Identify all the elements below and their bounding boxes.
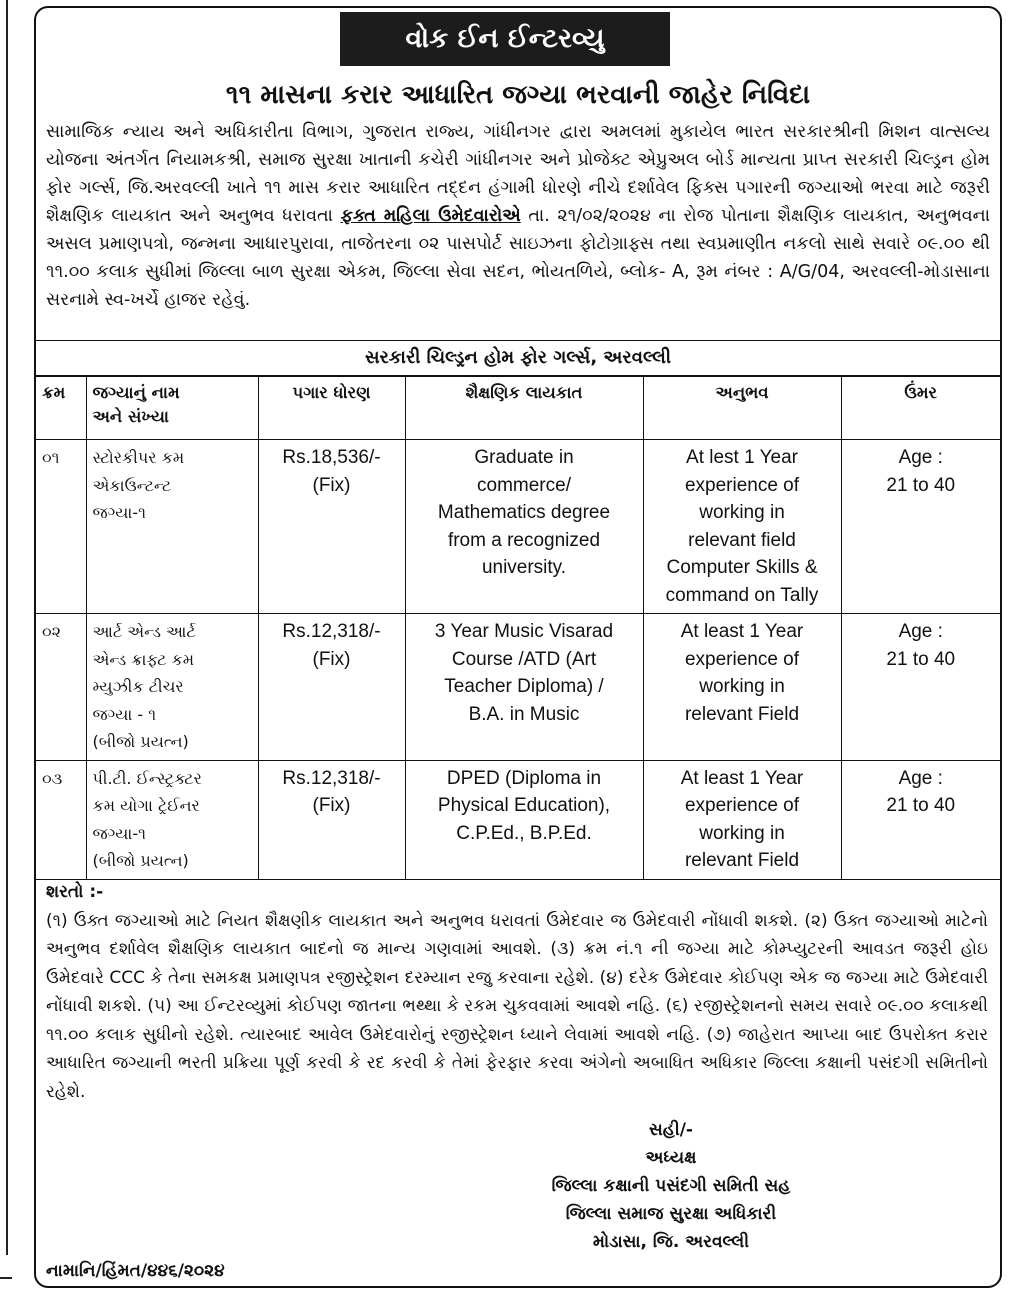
experience-cell-line: experience of <box>684 795 800 816</box>
post-cell-line: (બીજો પ્રયત્ન) <box>92 851 189 870</box>
experience-cell-line: At least 1 Year <box>680 621 804 642</box>
post-cell-line: મ્યુઝીક ટીચર <box>92 677 184 696</box>
header-qualification: શૈક્ષણિક લાયકાત <box>405 377 643 440</box>
intro-text-after: તા. ૨૧/૦૨/૨૦૨૪ ના રોજ પોતાના શૈક્ષણિક લાયકાત, અનુભવના અસલ પ્રમાણપત્રો, જન્મના આધારપુરાવા, તાજેતરના ૦૨ પાસપોર્ટ સાઇઝના ફોટોગ્રાફ્સ તથા સ્વપ્રમાણીત નકલો સાથે સવારે ૦૯.૦૦ થી ૧૧.૦૦ કલાક સુધીમાં જિલ્લા બાળ સુરક્ષા એકમ, જિલ્લા સેવા સદન, ભોયતળિયે, બ્લોક- A, રૂમ નંબર : A/G/04, અરવલ્લી-મોડાસાના સરનામે સ્વ-ખર્ચે હાજર રહેવું. <box>46 206 990 310</box>
signature-line-3: જિલ્લા કક્ષાની પસંદગી સમિતી સહ <box>551 1176 791 1196</box>
notice-title: ૧૧ માસના કરાર આધારિત જગ્યા ભરવાની જાહેર નિવિદા <box>225 80 811 110</box>
serial-cell: ૦૧ <box>36 440 86 614</box>
post-cell <box>86 440 258 614</box>
terms-section <box>46 878 988 1106</box>
experience-cell <box>643 760 841 879</box>
post-cell-line: એકાઉન્ટન્ટ <box>92 475 172 495</box>
serial-cell: ૦૩ <box>36 760 86 879</box>
experience-cell-line: working in <box>699 822 785 844</box>
post-cell <box>86 760 258 879</box>
header-serial: ક્રમ <box>36 377 86 440</box>
post-cell-line: કમ યોગા ટ્રેઈનર <box>92 796 200 815</box>
qualification-cell-line: Mathematics degree <box>437 502 611 523</box>
post-cell-line: એન્ડ ક્રાફ્ટ કમ <box>92 649 195 669</box>
post-cell-line: જગ્યા - ૧ <box>92 704 157 724</box>
age-cell-line: 21 to 40 <box>886 795 956 816</box>
salary-cell <box>258 614 405 761</box>
experience-cell <box>643 440 841 614</box>
signature-line-5: મોડાસા, જિ. અરવલ્લી <box>592 1232 750 1252</box>
reference-number: નામાનિ/હિંમત/૪૪૬/૨૦૨૪ <box>46 1261 225 1281</box>
header-experience: અનુભવ <box>643 377 841 440</box>
qualification-cell-line: B.A. in Music <box>468 703 580 725</box>
experience-cell-line: Computer Skills & <box>666 557 818 578</box>
age-cell-line: 21 to 40 <box>886 648 956 670</box>
experience-cell-line: relevant Field <box>684 703 800 725</box>
experience-cell-line: experience of <box>684 474 800 496</box>
salary-cell-line: (Fix) <box>312 795 351 816</box>
serial-cell: ૦૨ <box>36 614 86 761</box>
qualification-cell-line: university. <box>481 557 567 578</box>
header-post-line1: જગ્યાનું નામ <box>92 383 180 402</box>
qualification-cell-line: Teacher Diploma) / <box>444 676 604 697</box>
table-header-row <box>36 377 1000 440</box>
intro-paragraph <box>46 118 990 314</box>
qualification-cell-line: from a recognized <box>447 529 601 551</box>
experience-cell-line: relevant field <box>688 529 796 551</box>
age-cell-line: Age : <box>898 447 943 468</box>
experience-cell-line: working in <box>699 502 785 523</box>
table-row <box>36 440 1000 614</box>
header-age: ઉંમર <box>841 377 1000 440</box>
experience-cell-line: command on Tally <box>665 584 819 606</box>
age-cell-line: Age : <box>898 767 943 789</box>
signature-line-1: સહી/- <box>649 1120 693 1140</box>
qualification-cell-line: Graduate in <box>474 447 574 468</box>
salary-cell-line: (Fix) <box>312 474 351 496</box>
terms-heading: શરતો :- <box>46 882 104 902</box>
table-row <box>36 614 1000 761</box>
post-cell <box>86 614 258 761</box>
advertisement-frame <box>34 6 1002 1288</box>
qualification-cell <box>405 440 643 614</box>
post-cell-line: જગ્યા-૧ <box>92 503 146 522</box>
posts-table <box>36 376 1000 880</box>
qualification-cell-line: commerce/ <box>477 474 571 496</box>
post-cell-line: (બીજો પ્રયત્ન) <box>92 732 189 751</box>
qualification-cell-line: Physical Education), <box>437 795 611 816</box>
header-post <box>86 377 258 440</box>
age-cell-line: Age : <box>898 621 943 642</box>
posts-table-section <box>36 340 1000 880</box>
salary-cell <box>258 440 405 614</box>
qualification-cell-line: Course /ATD (Art <box>451 648 597 670</box>
salary-cell-line: Rs.12,318/- <box>282 621 381 642</box>
signature-line-2: અધ્યક્ષ <box>645 1148 697 1168</box>
experience-cell <box>643 614 841 761</box>
salary-cell-line: Rs.18,536/- <box>282 447 381 468</box>
age-cell <box>841 760 1000 879</box>
experience-cell-line: working in <box>699 676 785 697</box>
qualification-cell-line: DPED (Diploma in <box>446 767 602 789</box>
walk-in-banner: વોક ઈન ઈન્ટરવ્યુ <box>340 12 670 66</box>
header-salary: પગાર ધોરણ <box>258 377 405 440</box>
table-row <box>36 760 1000 879</box>
qualification-cell <box>405 760 643 879</box>
terms-text: (૧) ઉક્ત જગ્યાઓ માટે નિયત શૈક્ષણીક લાયકાત અને અનુભવ ધરાવતાં ઉમેદવાર જ ઉમેદવારી નોંધાવી શકશે. (૨) ઉક્ત જગ્યાઓ માટેનો અનુભવ દર્શાવેલ શૈક્ષણિક લાયકાત બાદનો જ માન્ય ગણવામાં આવશે. (૩) ક્રમ નં.૧ ની જગ્યા માટે કોમ્પ્યુટરની આવડત જરૂરી હોઇ ઉમેદવારે CCC કે તેના સમકક્ષ પ્રમાણપત્ર રજીસ્ટ્રેશન દરમ્યાન રજુ કરવાના રહેશે. (૪) દરેક ઉમેદવાર કોઈપણ એક જ જગ્યા માટે ઉમેદવારી નોંધાવી શકશે. (૫) આ ઈન્ટરવ્યુમાં કોઈપણ જાતના ભથ્થા કે રકમ ચુકવવામાં આવશે નહિ. (૬) રજીસ્ટ્રેશનનો સમય સવારે ૦૯.૦૦ કલાકથી ૧૧.૦૦ કલાક સુધીનો રહેશે. ત્યારબાદ આવેલ ઉમેદવારોનું રજીસ્ટ્રેશન ધ્યાને લેવામાં આવશે નહિ. (૭) જાહેરાત આપ્યા બાદ ઉપરોક્ત કરાર આધારિત જગ્યાની ભરતી પ્રક્રિયા પૂર્ણ કરવી કે રદ કરવી કે તેમાં ફેરફાર કરવા અંગેનો અબાધિત અધિકાર જિલ્લા કક્ષાની પસંદગી સમિતીનો રહેશે. <box>46 910 988 1102</box>
salary-cell <box>258 760 405 879</box>
left-edge-rule <box>6 0 8 1255</box>
intro-text-before: સામાજિક ન્યાય અને અધિકારીતા વિભાગ, ગુજરાત રાજ્ય, ગાંધીનગર દ્વારા અમલમાં મુકાયેલ ભારત સરકારશ્રીની મિશન વાત્સલ્ય યોજના અંતર્ગત નિયામકશ્રી, સમાજ સુરક્ષા ખાતાની કચેરી ગાંધીનગર અને પ્રોજેક્ટ એપ્રુઅલ બોર્ડ માન્યતા પ્રાપ્ત સરકારી ચિલ્ડ્રન હોમ ફોર ગર્લ્સ, જિ.અરવલ્લી ખાતે ૧૧ માસ કરાર આધારિત તદ્દન હંગામી ધોરણે નીચે દર્શાવેલ ફિક્સ પગારની જગ્યાઓ ભરવા માટે જરૂરી શૈક્ષણિક લાયકાત અને અનુભવ ધરાવતા <box>46 122 990 226</box>
post-cell-line: પી.ટી. ઈન્સ્ટ્રક્ટર <box>92 768 202 788</box>
age-cell <box>841 614 1000 761</box>
qualification-cell-line: 3 Year Music Visarad <box>434 621 614 642</box>
experience-cell-line: experience of <box>684 648 800 670</box>
salary-cell-line: (Fix) <box>312 648 351 670</box>
signature-line-4: જિલ્લા સમાજ સુરક્ષા અધિકારી <box>565 1204 777 1224</box>
qualification-cell-line: C.P.Ed., B.P.Ed. <box>456 822 592 844</box>
post-cell-line: આર્ટ એન્ડ આર્ટ <box>92 622 196 641</box>
signature-block <box>436 1116 906 1256</box>
experience-cell-line: relevant Field <box>684 850 800 871</box>
post-cell-line: જગ્યા-૧ <box>92 823 146 843</box>
qualification-cell <box>405 614 643 761</box>
salary-cell-line: Rs.12,318/- <box>282 767 381 789</box>
age-cell <box>841 440 1000 614</box>
post-cell-line: સ્ટોરકીપર કમ <box>92 448 185 467</box>
bottom-edge-rule <box>0 1277 12 1279</box>
experience-cell-line: At least 1 Year <box>680 767 804 789</box>
experience-cell-line: At lest 1 Year <box>686 447 798 468</box>
intro-highlight: ફક્ત મહિલા ઉમેદવારોએ <box>340 206 521 226</box>
header-post-line2: અને સંખ્યા <box>92 407 169 426</box>
table-section-title: સરકારી ચિલ્ડ્રન હોમ ફોર ગર્લ્સ, અરવલ્લી <box>36 340 1000 376</box>
age-cell-line: 21 to 40 <box>886 474 956 496</box>
